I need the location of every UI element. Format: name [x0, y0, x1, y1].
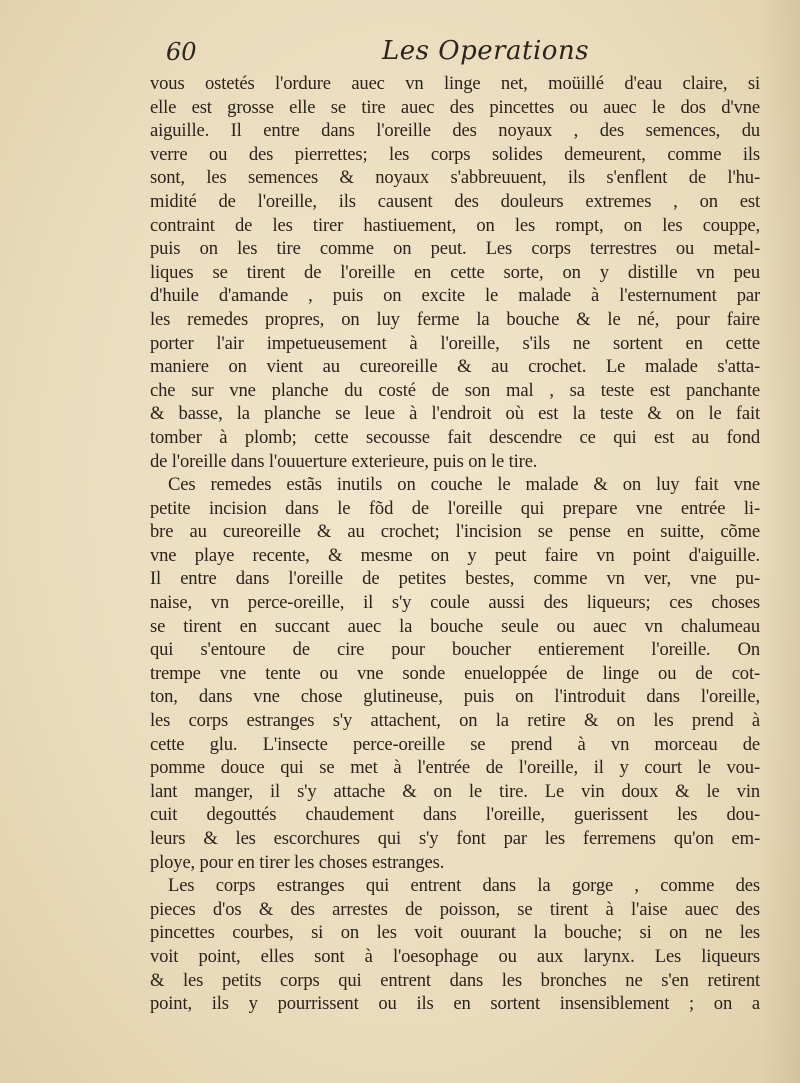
text-line: liques se tirent de l'oreille en cette sorte, on y distille vn peu: [150, 261, 760, 283]
text-line: vous ostetés l'ordure auec vn linge net, moüillé d'eau claire, si: [150, 73, 760, 94]
text-line: puis on les tire comme on peut. Les corps terrestres ou metal-: [150, 238, 760, 260]
text-line: elle est grosse elle se tire auec des pincettes ou auec le dos d'vne: [150, 96, 760, 118]
page-edge-shadow: [760, 0, 800, 1083]
running-title: Les Operations: [382, 36, 590, 66]
body-text: [150, 72, 760, 1016]
text-line: Ces remedes estãs inutils on couche le malade & on luy fait vne: [168, 474, 760, 496]
text-line: les remedes propres, on luy ferme la bouche & le né, pour faire: [150, 308, 760, 330]
text-line: maniere on vient au cureoreille & au crochet. Le malade s'atta-: [150, 356, 760, 378]
text-line: aiguille. Il entre dans l'oreille des noyaux , des semences, du: [150, 120, 760, 142]
text-line: pieces d'os & des arrestes de poisson, se tirent à l'aise auec des: [150, 898, 760, 920]
text-line: sont, les semences & noyaux s'abbreuuent, ils s'enflent de l'hu-: [150, 167, 760, 189]
text-line: cuit degouttés chaudement dans l'oreille, guerissent les dou-: [150, 804, 760, 826]
text-line: leurs & les escorchures qui s'y font par les ferremens qu'on em-: [150, 828, 760, 849]
text-line: se tirent en succant auec la bouche seule ou auec vn chalumeau: [150, 615, 760, 637]
text-line: voit point, elles sont à l'oesophage ou aux larynx. Les liqueurs: [150, 945, 760, 967]
text-line: porter l'air impetueusement à l'oreille, s'ils ne sortent en cette: [150, 332, 760, 354]
text-line: midité de l'oreille, ils causent des douleurs extremes , on est: [150, 190, 760, 212]
text-line: lant manger, il s'y attache & on le tire. Le vin doux & le vin: [150, 780, 760, 802]
text-line: qui s'entoure de cire pour boucher entierement l'oreille. On: [150, 639, 760, 661]
text-line: verre ou des pierrettes; les corps solides demeurent, comme ils: [150, 143, 760, 165]
text-line: de l'oreille dans l'ouuerture exterieure, puis on le tire.: [150, 450, 538, 472]
page-number: 60: [166, 38, 197, 66]
text-line: Il entre dans l'oreille de petites bestes, comme vn ver, vne pu-: [150, 568, 760, 590]
text-line: d'huile d'amande , puis on excite le malade à l'esternument par: [150, 285, 760, 307]
text-line: & basse, la planche se leue à l'endroit où est la teste & on le fait: [150, 403, 760, 425]
text-line: point, ils y pourrissent ou ils en sortent insensiblement ; on a: [150, 993, 760, 1015]
text-line: contraint de les tirer hastiuement, on les rompt, on les couppe,: [150, 214, 760, 236]
text-line: bre au cureoreille & au crochet; l'incision se pense en suitte, cõme: [150, 521, 760, 543]
text-line: Les corps estranges qui entrent dans la gorge , comme des: [168, 875, 760, 897]
text-line: vne playe recente, & mesme on y peut faire vn point d'aiguille.: [150, 544, 760, 566]
text-line: trempe vne tente ou vne sonde enueloppée de linge ou de cot-: [150, 662, 760, 684]
text-line: les corps estranges s'y attachent, on la retire & on les prend à: [150, 710, 760, 732]
text-line: ton, dans vne chose glutineuse, puis on l'introduit dans l'oreille,: [150, 686, 760, 708]
text-line: ploye, pour en tirer les choses estranges.: [150, 851, 445, 873]
text-line: tomber à plomb; cette secousse fait descendre ce qui est au fond: [150, 426, 760, 448]
text-line: & les petits corps qui entrent dans les bronches ne s'en retirent: [150, 969, 760, 991]
text-line: pomme douce qui se met à l'entrée de l'oreille, il y court le vou-: [150, 757, 760, 779]
text-line: che sur vne planche du costé de son mal , sa teste est panchante: [150, 379, 760, 401]
text-line: pincettes courbes, si on les voit ouurant la bouche; si on ne les: [150, 922, 760, 944]
text-line: naise, vn perce-oreille, il s'y coule aussi des liqueurs; ces choses: [150, 592, 760, 614]
text-line: petite incision dans le fõd de l'oreille qui prepare vne entrée li-: [150, 497, 760, 519]
text-line: cette glu. L'insecte perce-oreille se prend à vn morceau de: [150, 733, 760, 755]
